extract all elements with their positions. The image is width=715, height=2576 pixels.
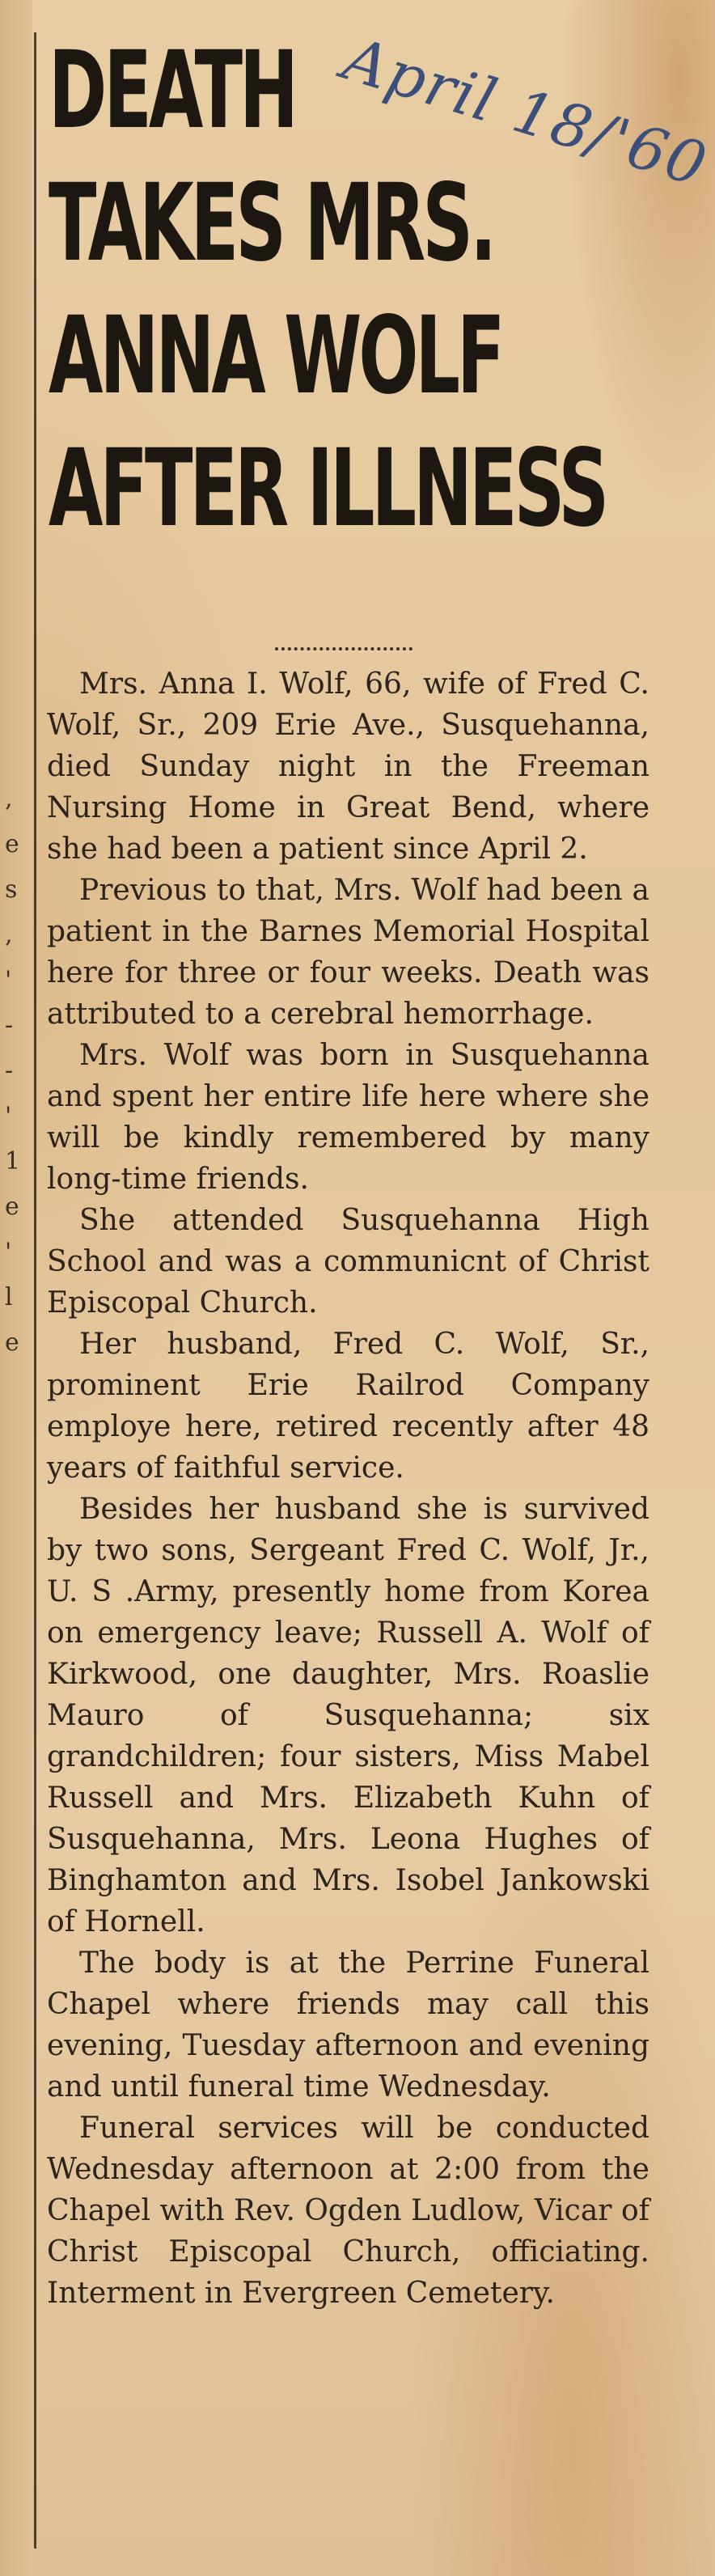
paragraph: Previous to that, Mrs. Wolf had been a patient in the Barnes Memorial Hospital here for three or four weeks. Death was attributed to a cerebral hemorrhage. <box>47 874 649 1031</box>
edge-fragment: 1 <box>5 1147 21 1176</box>
headline-line: DEATH <box>49 28 296 153</box>
edge-fragment: - <box>5 1057 14 1085</box>
headline-line: AFTER ILLNESS <box>49 426 607 551</box>
edge-fragment: ' <box>5 1238 12 1266</box>
edge-fragment: e <box>5 1328 19 1357</box>
edge-fragment: - <box>5 1011 14 1040</box>
edge-fragment: , <box>5 785 13 813</box>
headline-line: ANNA WOLF <box>49 294 502 418</box>
headline-divider <box>275 647 412 657</box>
paragraph: Mrs. Anna I. Wolf, 66, wife of Fred C. Wolf, Sr., 209 Erie Ave., Susquehanna, died Sunday night in the Freeman Nursing Home in Great Bend, where she had been a patient since April 2. <box>47 667 649 866</box>
adjacent-column-edge <box>0 0 32 2576</box>
paragraph: She attended Susquehanna High School and was a communicnt of Christ Episcopal Church. <box>47 1204 649 1320</box>
edge-fragment: ' <box>5 1102 12 1130</box>
headline-line: TAKES MRS. <box>49 161 494 286</box>
edge-fragment: , <box>5 921 13 949</box>
paragraph: Mrs. Wolf was born in Susquehanna and spent her entire life here where she will be kindly remembered by many long-time friends. <box>47 1039 649 1196</box>
handwritten-date: April 18/'60 <box>335 24 715 201</box>
edge-fragment: e <box>5 830 19 858</box>
article-body <box>47 663 649 2314</box>
paragraph: Besides her husband she is survived by two sons, Sergeant Fred C. Wolf, Jr., U. S .Army, presently home from Korea on emergency leave; Russell A. Wolf of Kirkwood, one daughter, Mrs. Roaslie Mauro of Susquehanna; six grandchildren; four sisters, Miss Mabel Russell and Mrs. Elizabeth Kuhn of Susquehanna, Mrs. Leona Hughes of Binghamton and Mrs. Isobel Jankowski of Hornell. <box>47 1493 649 1938</box>
paragraph: The body is at the Perrine Funeral Chapel where friends may call this evening, Tuesday afternoon and evening and until funeral time Wednesday. <box>47 1947 649 2104</box>
edge-fragment: ' <box>5 966 12 994</box>
paragraph: Her husband, Fred C. Wolf, Sr., prominent Erie Railrod Company employe here, retired recently after 48 years of faithful service. <box>47 1328 649 1485</box>
edge-fragment: e <box>5 1193 19 1221</box>
edge-fragment: l <box>5 1283 13 1311</box>
adjacent-column-fragments <box>5 777 29 1366</box>
paragraph: Funeral services will be conducted Wednesday afternoon at 2:00 from the Chapel with Rev. Ogden Ludlow, Vicar of Christ Episcopal Church, officiating. Interment in Evergreen Cemetery. <box>47 2112 649 2310</box>
column-rule <box>34 32 36 2548</box>
edge-fragment: s <box>5 875 18 904</box>
